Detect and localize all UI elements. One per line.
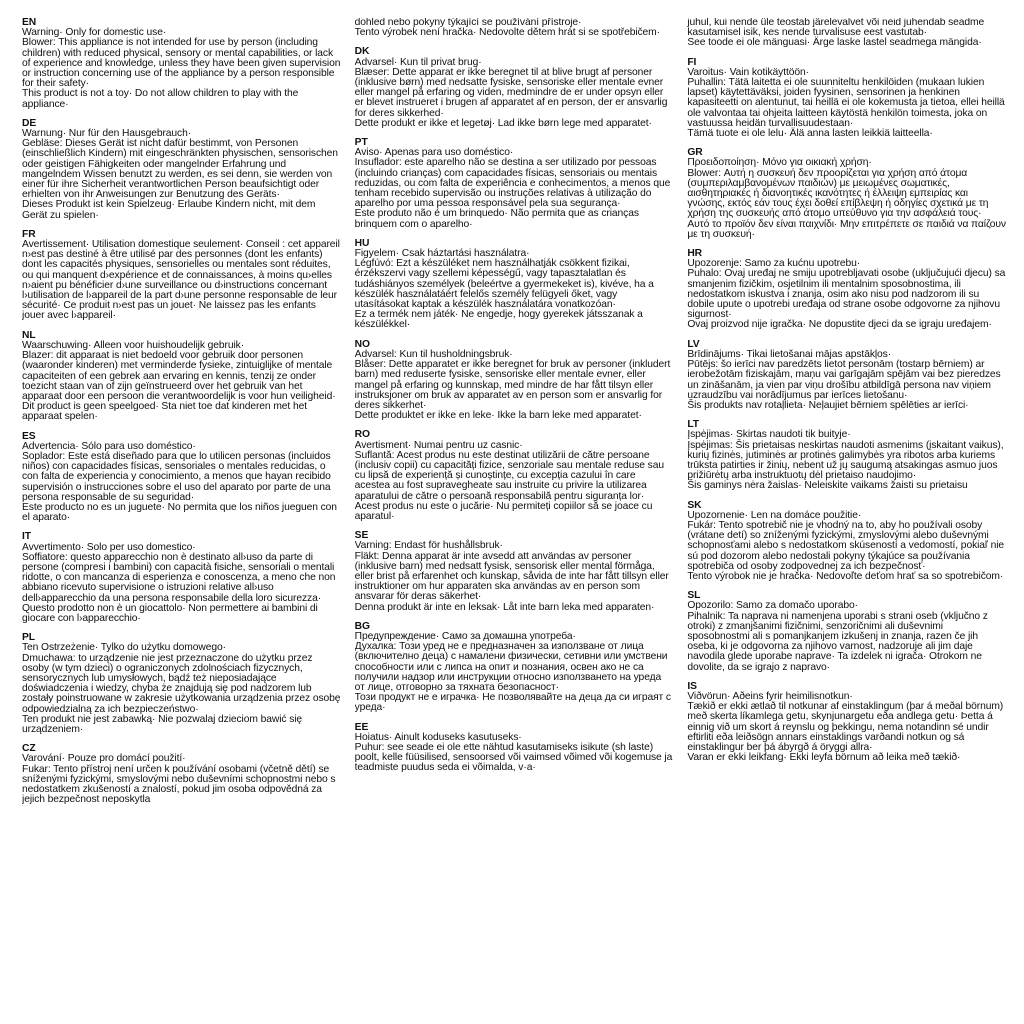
language-code: LV <box>687 338 700 350</box>
language-section-is <box>687 682 1006 764</box>
paragraph: Soffiatore: questo apparecchio non è destinato all›uso da parte di persone (compresi i bambini) con capacità fisiche, sensoriali o mentali ridotte, o con mancanza di esperienza e conoscenza, a meno che non abbiano ricevuto supervisione o istruzioni relative all›uso dell›apparecchio da una persona responsabile della loro sicurezza· <box>22 551 336 604</box>
text-column-1 <box>22 18 341 1024</box>
paragraph: This product is not a toy· Do not allow children to play with the appliance· <box>22 88 299 110</box>
language-section-sl <box>687 591 1006 673</box>
language-section-sk <box>687 501 1006 583</box>
paragraph: Pūtējs: šo ierīci nav paredzēts lietot personām (tostarp bērniem) ar ierobežotām fiziskajām, maņu vai garīgajām spējām vai bez pieredzes un zināšanām, ja vien par viņu drošību atbildīgā persona nav viņiem uzraudzību vai norādījumus par ierīces lietošanu· <box>687 359 1001 401</box>
paragraph: Ovaj proizvod nije igračka· Ne dopustite djeci da se igraju uređajem· <box>687 319 992 331</box>
paragraph: Viðvörun· Aðeins fyrir heimilisnotkun· <box>687 690 853 702</box>
paragraph: Ten Ostrzeżenie· Tylko do użytku domowego· <box>22 642 226 654</box>
paragraph: Blower: Αυτή η συσκευή δεν προορίζεται για χρήση από άτομα (συμπεριλαμβανομένων παιδιών) με μειωμένες σωματικές, αισθητηριακές ή διανοητικές ικανότητες ή έλλειψη εμπειρίας και γνώσης, εκτός εάν τους έχει δοθεί επίβλεψη ή οδηγίες σχετικά με τη χρήση της συσκευής από άτομο υπεύθυνο για την ασφάλειά τους· <box>687 167 989 220</box>
paragraph: Soplador: Este está diseñado para que lo utilicen personas (incluidos niños) con capacidades físicas, sensoriales o mentales reducidas, o con falta de experiencia y conocimiento, a menos que hayan recibido supervisión o instrucciones sobre el uso del aparato por parte de una persona responsable de su seguridad· <box>22 450 331 503</box>
paragraph: Fläkt: Denna apparat är inte avsedd att användas av personer (inklusive barn) med nedsatt fysisk, sensorisk eller mental förmåga, eller brist på erfarenhet och kunskap, såvida de inte har fått tillsyn eller instruktioner om hur apparaten ska användas av en person som ansvarar för deras säkerhet· <box>354 550 669 603</box>
paragraph: Tento výrobek není hračka· Nedovolte dětem hrát si se spotřebičem· <box>354 27 660 39</box>
language-code: NL <box>22 329 36 341</box>
continued-text <box>355 18 674 38</box>
language-section-es <box>22 432 341 524</box>
paragraph: Духалка: Този уред не е предназначен за използване от лица (включително деца) с намалени физически, сетивни или умствени способности или с липса на опит и познания, освен ако не са получили надзор или инструкции относно използването на уреда от лице, отговорно за тяхната безопасност· <box>354 641 668 693</box>
language-section-de <box>22 119 341 221</box>
language-section-hr <box>687 249 1006 331</box>
paragraph: Ten produkt nie jest zabawką· Nie pozwalaj dzieciom bawić się urządzeniem· <box>22 713 303 735</box>
language-code: EN <box>22 18 37 28</box>
paragraph: Puhur: see seade ei ole ette nähtud kasutamiseks isikute (sh laste) poolt, kelle füüsilised, sensoorsed või vaimsed võimed või kogemuse ja teadmiste puudus seda ei võimalda, v·a· <box>354 742 673 774</box>
paragraph: Acest produs nu este o jucărie· Nu permiteți copiilor să se joace cu aparatul· <box>354 500 653 522</box>
paragraph: Įspėjimas: Šis prietaisas neskirtas naudoti asmenims (įskaitant vaikus), kurių fizinės, jutiminės ar protinės galimybės yra ribotos arba kuriems trūksta patirties ir žinių, nebent už jų saugumą atsakingas asmuo juos prižiūrėtų arba instruktuotų dėl prietaiso naudojimo· <box>687 439 1004 482</box>
language-code: ES <box>22 430 36 442</box>
paragraph: Dette produkt er ikke et legetøj· Lad ikke børn lege med apparatet· <box>354 117 652 129</box>
paragraph: Dmuchawa: to urządzenie nie jest przeznaczone do użytku przez osoby (w tym dzieci) o ograniczonych zdolnościach fizycznych, sensorycznych lub umysłowych, bądź też nieposiadające doświadczenia i wiedzy, chyba że znajdują się pod nadzorem lub zostały poinstruowane w zakresie użytkowania urządzenia przez osobę odpowiedzialną za ich bezpieczeństwo· <box>22 652 341 715</box>
paragraph: Fukar: Tento přístroj není určen k používání osobami (včetně dětí) se sníženými fyzickými, smyslovými nebo duševními schopnostmi nebo s nedostatkem zkušeností a znalostí, pokud jim osoba odpovědná za jejich bezpečnost neposkytla <box>22 763 336 806</box>
continued-text <box>687 18 1006 49</box>
paragraph: Αυτό το προϊόν δεν είναι παιχνίδι· Μην επιτρέπετε σε παιδιά να παίζουν με τη συσκευή· <box>687 218 1006 240</box>
paragraph: Šis gaminys nėra žaislas· Neleiskite vaikams žaisti su prietaisu <box>687 480 968 492</box>
language-code: HR <box>687 248 703 260</box>
paragraph: Insuflador: este aparelho não se destina a ser utilizado por pessoas (incluindo crianças) com capacidades físicas, sensoriais ou mentais reduzidas, ou com falta de experiência e conhecimentos, a menos que tenham recebido supervisão ou instruções relativas à utilização do aparelho por uma pessoa responsável pela sua segurança· <box>354 157 671 210</box>
language-code: IT <box>22 531 31 543</box>
language-code: RO <box>354 429 370 441</box>
language-code: EE <box>354 721 369 733</box>
paragraph: Varoitus· Vain kotikäyttöön· <box>687 66 809 78</box>
paragraph: Waarschuwing· Alleen voor huishoudelijk gebruik· <box>22 339 245 351</box>
paragraph: Tækið er ekki ætlað til notkunar af einstaklingum (þar á meðal börnum) með skerta líkamlega getu, skynjunargetu eða andlega getu· Þetta á einnig við um skort á reynslu og þekkingu, nema notandinn sé undir eftirliti eða leiðsögn annars einstaklings varðandi notkun og sá einstaklingur ber þá ábyrgð á öryggi allra· <box>687 701 1004 753</box>
paragraph: Opozorilo: Samo za domačo uporabo· <box>687 600 858 612</box>
paragraph: juhul, kui nende üle teostab järelevalvet või neid juhendab seadme kasutamisel isik, kes nende turvalisuse eest vastutab· <box>687 18 985 39</box>
language-section-fi <box>687 58 1006 140</box>
language-code: DE <box>22 117 37 129</box>
paragraph: Denna produkt är inte en leksak· Låt inte barn leka med apparaten· <box>354 601 655 613</box>
paragraph: See toode ei ole mänguasi· Ärge laske lastel seadmega mängida· <box>687 37 982 49</box>
language-section-ee <box>355 723 674 774</box>
language-code: PL <box>22 632 35 644</box>
paragraph: Advertencia· Sólo para uso doméstico· <box>22 440 196 452</box>
language-section-fr <box>22 230 341 322</box>
paragraph: Pihalnik: Ta naprava ni namenjena uporabi s strani oseb (vključno z otroki) z zmanjšanimi fizičnimi, senzoričnimi ali duševnimi sposobnostmi ali s pomanjkanjem izkušenj in znanja, razen če jih oseba, ki je odgovorna za njihovo varnost, nadzoruje ali jim daje navodila glede uporabe naprave· Ta izdelek ni igrača· Otrokom ne dovolite, da se igrajo z napravo· <box>687 610 988 673</box>
paragraph: Upozornenie· Len na domáce použitie· <box>687 509 862 521</box>
paragraph: Dieses Produkt ist kein Spielzeug· Erlaube Kindern nicht, mit dem Gerät zu spielen· <box>22 199 316 221</box>
paragraph: Questo prodotto non è un giocattolo· Non permettere ai bambini di giocare con l›apparecchio· <box>22 602 318 624</box>
language-code: SK <box>687 499 702 511</box>
paragraph: Warnung· Nur für den Hausgebrauch· <box>22 128 192 140</box>
language-code: SE <box>354 530 369 542</box>
paragraph: Este produto não é um brinquedo· Não permita que as crianças brinquem com o aparelho· <box>354 208 639 230</box>
language-code: PT <box>354 137 368 149</box>
paragraph: Hoiatus· Ainult koduseks kasutuseks· <box>354 731 522 743</box>
paragraph: Този продукт не е играчка· Не позволявайте на деца да си играят с уреда· <box>354 692 671 714</box>
language-code: GR <box>687 147 703 159</box>
language-code: BG <box>354 620 370 632</box>
paragraph: Blower: This appliance is not intended for use by person (including children) with reduced physical, sensory or mental capabilities, or lack of experience and knowledge, unless they have been given supervision or instruction concerning use of the appliance by a person responsible for their safety· <box>22 37 341 90</box>
paragraph: Šis produkts nav rotaļlieta· Neļaujiet bērniem spēlēties ar ierīci· <box>687 399 969 411</box>
language-code: NO <box>354 338 370 350</box>
language-section-se <box>355 531 674 613</box>
language-code: FR <box>22 228 36 240</box>
language-section-lt <box>687 420 1006 491</box>
paragraph: Προειδοποίηση· Μόνο για οικιακή χρήση· <box>687 157 872 169</box>
language-section-ro <box>355 430 674 522</box>
paragraph: Brīdinājums· Tikai lietošanai mājas apstākļos· <box>687 348 892 360</box>
paragraph: Puhallin: Tätä laitetta ei ole suunniteltu henkilöiden (mukaan lukien lapset) käytettäväksi, joiden fyysinen, sensorinen ja henkinen kapasiteetti on alentunut, tai heillä ei ole kokemusta ja tietoa, ellei heillä ole valvontaa tai ohjeita laitteen käytöstä henkilön toimesta, joka on vastuussa heidän turvallisuudestaan· <box>687 77 1005 129</box>
language-section-gr <box>687 148 1006 240</box>
paragraph: Upozorenje: Samo za kućnu upotrebu· <box>687 258 861 270</box>
language-section-bg <box>355 622 674 714</box>
paragraph: Warning· Only for domestic use· <box>22 27 167 39</box>
paragraph: Fukár: Tento spotrebič nie je vhodný na to, aby ho používali osoby (vrátane detí) so zníženými fyzickými, zmyslovými alebo duševnými schopnosťami alebo s nedostatkom skúseností a vedomostí, pokiaľ nie sú pod dozorom alebo nedostali pokyny týkajúce sa používania spotrebiča od osoby zodpovednej za ich bezpečnosť· <box>687 519 1005 572</box>
paragraph: Tämä tuote ei ole lelu· Älä anna lasten leikkiä laitteella· <box>687 128 933 140</box>
language-code: IS <box>687 680 697 692</box>
language-section-cz <box>22 744 341 805</box>
paragraph: Ez a termék nem játék· Ne engedje, hogy gyerekek játsszanak a készülékkel· <box>354 309 643 331</box>
paragraph: Blazer: dit apparaat is niet bedoeld voor gebruik door personen (waaronder kinderen) met verminderde fysieke, zintuiglijke of mentale capaciteiten of een gebrek aan ervaring en kennis, tenzij ze onder toezicht staan van of zijn geïnstrueerd over het gebruik van het apparaat door een persoon die verantwoordelijk is voor hun veiligheid· <box>22 350 336 402</box>
language-section-it <box>22 532 341 624</box>
paragraph: Blæser: Dette apparat er ikke beregnet til at blive brugt af personer (inklusive børn) med nedsatte fysiske, sensoriske eller mentale evner eller mangel på erfaring og viden, medmindre de er under opsyn eller er blevet instrueret i brugen af apparatet af en person, der er ansvarlig for deres sikkerhed· <box>354 66 668 119</box>
text-column-2 <box>355 18 674 1024</box>
paragraph: Įspėjimas· Skirtas naudoti tik buityje· <box>687 429 851 441</box>
paragraph: Предупреждение· Само за домашна употреба· <box>354 630 576 642</box>
language-code: SL <box>687 590 701 602</box>
paragraph: Blåser: Dette apparatet er ikke beregnet for bruk av personer (inkludert barn) med reduserte fysiske, sensoriske eller mentale evner, eller mangel på erfaring og kunnskap, med mindre de har fått tilsyn eller instruksjoner om bruk av apparatet av en person som er ansvarlig for deres sikkerhet· <box>354 359 671 411</box>
language-section-lv <box>687 340 1006 411</box>
paragraph: Légfúvó: Ezt a készüléket nem használhatják csökkent fizikai, érzékszervi vagy szellemi képességű, vagy tapasztalatlan és tudáshiányos személyek (beleértve a gyermekeket is), kivéve, ha a készülék használatáért felelős személy felügyeli őket, vagy utasításokat kaptak a készülék használatára vonatkozóan· <box>354 258 654 311</box>
language-section-no <box>355 340 674 422</box>
paragraph: dohled nebo pokyny týkající se používání přístroje· <box>354 18 582 28</box>
paragraph: Varan er ekki leikfang· Ekki leyfa börnum að leika með tækið· <box>687 752 961 764</box>
paragraph: Puhalo: Ovaj uređaj ne smiju upotrebljavati osobe (uključujući djecu) sa smanjenim fizičkim, osjetilnim ili mentalnim sposobnostima, ili nedostatkom iskustva i znanja, osim ako nisu pod nadzorom ili su dobile upute o upotrebi uređaja od strane osobe odgovorne za njihovu sigurnost· <box>687 268 1006 321</box>
language-section-pl <box>22 633 341 735</box>
language-code: CZ <box>22 743 36 755</box>
language-section-en <box>22 18 341 110</box>
paragraph: Figyelem· Csak háztartási használatra· <box>354 248 530 260</box>
paragraph: Dette produktet er ikke en leke· Ikke la barn leke med apparatet· <box>354 410 642 422</box>
language-section-dk <box>355 47 674 129</box>
paragraph: Avertisment· Numai pentru uz casnic· <box>354 439 523 451</box>
paragraph: Avvertimento· Solo per uso domestico· <box>22 541 196 553</box>
paragraph: Advarsel: Kun til husholdningsbruk· <box>354 348 513 360</box>
paragraph: Tento výrobok nie je hračka· Nedovoľte deťom hrať sa so spotrebičom· <box>687 570 1004 582</box>
language-code: HU <box>354 237 370 249</box>
paragraph: Este producto no es un juguete· No permita que los niños jueguen con el aparato· <box>22 501 337 524</box>
language-section-nl <box>22 331 341 423</box>
paragraph: Advarsel· Kun til privat brug· <box>354 56 482 68</box>
text-column-3 <box>687 18 1006 1024</box>
language-code: LT <box>687 419 699 431</box>
paragraph: Aviso· Apenas para uso doméstico· <box>354 147 514 159</box>
language-code: FI <box>687 56 697 68</box>
language-section-pt <box>355 138 674 230</box>
paragraph: Suflantă: Acest produs nu este destinat utilizării de către persoane (inclusiv copii) cu capacități fizice, senzoriale sau mentale reduse sau cu lipsă de experiență și cunoștințe, cu excepția cazului în care acestea au fost supravegheate sau instruite cu privire la utilizarea aparatului de către o persoană responsabilă pentru siguranța lor· <box>354 449 664 502</box>
paragraph: Varování· Pouze pro domácí použití· <box>22 753 186 765</box>
language-code: DK <box>354 46 370 58</box>
paragraph: Varning: Endast för hushållsbruk· <box>354 540 503 552</box>
paragraph: Avertissement· Utilisation domestique seulement· Conseil : cet appareil n›est pas destiné à être utilisé par des personnes (dont les enfants) dont les capacités physiques, sensorielles ou mentales sont réduites, ou qui manquent d›expérience et de connaissances, à moins qu›elles n›aient pu bénéficier d›une surveillance ou d›instructions concernant l›utilisation de l›appareil de la part d›une personne responsable de leur sécurité· Ce produit n›est pas un jouet· Ne laissez pas les enfants jouer avec l›appareil· <box>22 239 340 322</box>
paragraph: Gebläse: Dieses Gerät ist nicht dafür bestimmt, von Personen (einschließlich Kindern) mit eingeschränkten physischen, sensorischen oder geistigen Fähigkeiten oder mangelnder Erfahrung und mangelndem Wissen benutzt zu werden, es sei denn, sie werden von einer für ihre Sicherheit verantwortlichen Person beaufsichtigt oder erhielten von ihr Anweisungen zur Benutzung des Geräts· <box>22 138 338 201</box>
paragraph: Dit product is geen speelgoed· Sta niet toe dat kinderen met het apparaat spelen· <box>22 401 307 423</box>
language-section-hu <box>355 239 674 331</box>
